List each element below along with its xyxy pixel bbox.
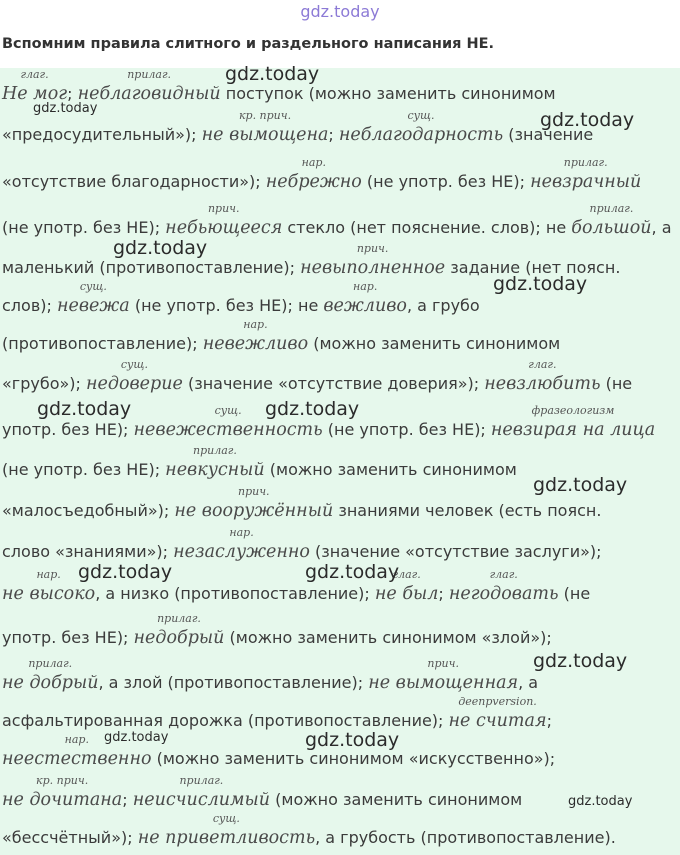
part-of-speech-label: прич. <box>427 657 459 670</box>
plain-text: (не употр. без НЕ); <box>2 460 166 479</box>
plain-text: (можно заменить синонимом «злой»); <box>224 628 552 647</box>
part-of-speech-label: глаг. <box>20 68 49 81</box>
watermark: gdz.today <box>225 63 320 85</box>
plain-text: ; <box>67 84 78 103</box>
watermark: gdz.today <box>265 398 360 420</box>
plain-text: , а злой (противопоставление); <box>98 673 369 692</box>
part-of-speech-label: нар. <box>301 156 326 169</box>
word-text: невзлюбить <box>484 374 601 394</box>
word-text: незаслуженно <box>173 542 310 562</box>
plain-text: (значение «отсутствие заслуги»); <box>309 542 602 561</box>
part-of-speech-label: сущ. <box>212 812 240 825</box>
analyzed-word <box>132 774 271 810</box>
part-of-speech-label: глаг. <box>392 568 421 581</box>
analyzed-word <box>368 657 519 693</box>
plain-text: , а <box>518 673 539 692</box>
text-line <box>2 695 678 731</box>
text-line <box>2 812 678 848</box>
part-of-speech-label: кр. прич. <box>238 109 292 122</box>
plain-text: (значение «отсутствие доверия»); <box>182 374 485 393</box>
watermark: gdz.today <box>305 561 400 583</box>
plain-text: (можно заменить синонимом <box>308 334 561 353</box>
analyzed-word <box>338 109 504 145</box>
analyzed-word <box>448 695 547 731</box>
plain-text: , а грубость (противопоставление). <box>315 828 616 847</box>
plain-text: «малосъедобный»); <box>2 501 175 520</box>
word-text: невзрачный <box>530 172 642 192</box>
plain-text: ; <box>438 584 449 603</box>
part-of-speech-label: деепрversion. <box>458 695 537 708</box>
plain-text: «отсутствие благодарности»); <box>2 172 266 191</box>
text-line <box>2 358 678 394</box>
word-text: неестественно <box>2 749 152 769</box>
plain-text: (не употр. без НЕ); <box>322 420 491 439</box>
plain-text: «бессчётный»); <box>2 828 138 847</box>
word-text: не считая <box>448 711 547 731</box>
part-of-speech-label: нар. <box>243 318 268 331</box>
word-text: не добрый <box>2 673 99 693</box>
plain-text: знаниями человек (есть поясн. <box>333 501 602 520</box>
watermark: gdz.today <box>568 794 633 809</box>
word-text: не дочитана <box>2 790 123 810</box>
analyzed-word <box>323 280 407 316</box>
part-of-speech-label: прилаг. <box>563 156 608 169</box>
word-text: не вооружённый <box>174 501 334 521</box>
part-of-speech-label: сущ. <box>79 280 107 293</box>
plain-text: (не <box>558 584 591 603</box>
part-of-speech-label: кр. прич. <box>36 774 89 787</box>
site-logo-text[interactable]: gdz.today <box>300 2 380 21</box>
plain-text: слов); <box>2 296 57 315</box>
part-of-speech-label: сущ. <box>407 109 435 122</box>
watermark: gdz.today <box>37 398 132 420</box>
plain-text: поступок (можно заменить синонимом <box>220 84 556 103</box>
plain-text: , а <box>651 218 672 237</box>
part-of-speech-label: прилаг. <box>589 202 634 215</box>
plain-text: (не употр. без НЕ); <box>361 172 531 191</box>
watermark: gdz.today <box>78 561 173 583</box>
analyzed-word <box>173 526 310 562</box>
part-of-speech-label: прич. <box>207 202 240 215</box>
part-of-speech-label: прилаг. <box>28 657 73 670</box>
text-line <box>2 612 678 648</box>
part-of-speech-label: сущ. <box>214 404 242 417</box>
analyzed-word <box>201 109 329 145</box>
analyzed-word <box>56 280 130 316</box>
plain-text: употр. без НЕ); <box>2 420 134 439</box>
part-of-speech-label: глаг. <box>489 568 518 581</box>
plain-text: (не употр. без НЕ); <box>2 218 166 237</box>
plain-text: ; <box>546 711 552 730</box>
plain-text: (значение <box>503 125 594 144</box>
watermark: gdz.today <box>305 729 400 751</box>
word-text: большой <box>571 218 652 238</box>
word-text: неблагодарность <box>338 125 504 145</box>
part-of-speech-label: прич. <box>356 242 389 255</box>
answer-panel <box>0 63 680 855</box>
word-text: невежливо <box>202 334 309 354</box>
plain-text: (не <box>600 374 633 393</box>
analyzed-word <box>265 156 362 192</box>
text-line <box>2 526 678 562</box>
analyzed-word <box>300 242 446 278</box>
watermark: gdz.today <box>104 730 169 745</box>
watermark: gdz.today <box>493 273 588 295</box>
plain-text: , а грубо <box>406 296 480 315</box>
word-text: небрежно <box>265 172 362 192</box>
watermark: gdz.today <box>540 109 635 131</box>
part-of-speech-label: прилаг. <box>179 774 224 787</box>
word-text: невежественность <box>133 420 323 440</box>
part-of-speech-label: прич. <box>238 485 270 498</box>
word-text: невежа <box>56 296 130 316</box>
plain-text: «предосудительный»); <box>2 125 202 144</box>
text-line <box>2 156 678 192</box>
plain-text: «грубо»); <box>2 374 86 393</box>
analyzed-word <box>137 812 316 848</box>
word-text: не был <box>374 584 439 604</box>
part-of-speech-label: глаг. <box>528 358 557 371</box>
page-heading: Вспомним правила слитного и раздельного написания НЕ. <box>2 36 495 52</box>
analyzed-word <box>448 568 559 604</box>
plain-text: стекло (нет пояснение. слов); не <box>282 218 572 237</box>
analyzed-word <box>530 156 642 192</box>
word-text: вежливо <box>323 296 407 316</box>
analyzed-word <box>484 358 601 394</box>
word-text: неблаговидный <box>77 84 221 104</box>
plain-text: ; <box>328 125 339 144</box>
plain-text: (можно заменить синонимом <box>270 790 523 809</box>
word-text: негодовать <box>448 584 559 604</box>
plain-text: слово «знаниями»); <box>2 542 174 561</box>
analyzed-word <box>2 774 123 810</box>
watermark: gdz.today <box>113 237 208 259</box>
plain-text: асфальтированная дорожка (противопоставление); <box>2 711 449 730</box>
analyzed-word <box>490 404 656 440</box>
analyzed-word <box>165 444 265 480</box>
plain-text: употр. без НЕ); <box>2 628 134 647</box>
watermark: gdz.today <box>533 650 628 672</box>
text-line <box>2 202 678 238</box>
watermark: gdz.today <box>33 101 98 116</box>
analyzed-word <box>202 318 309 354</box>
analyzed-word <box>77 68 221 104</box>
word-text: не вымощена <box>201 125 329 145</box>
plain-text: (можно заменить синонимом <box>264 460 517 479</box>
word-text: неисчислимый <box>132 790 271 810</box>
analyzed-word <box>2 657 99 693</box>
word-text: недобрый <box>133 628 225 648</box>
word-text: недоверие <box>85 374 183 394</box>
plain-text: , а низко (противопоставление); <box>95 584 375 603</box>
analyzed-word <box>165 202 283 238</box>
plain-text: задание (нет поясн. <box>445 258 621 277</box>
plain-text: (не употр. без НЕ); не <box>129 296 324 315</box>
word-text: небьющееся <box>165 218 283 238</box>
analyzed-word <box>374 568 439 604</box>
part-of-speech-label: нар. <box>64 733 89 746</box>
part-of-speech-label: прилаг. <box>193 444 237 457</box>
part-of-speech-label: прилаг. <box>127 68 172 81</box>
word-text: Не мог <box>2 84 68 104</box>
word-text: не приветливость <box>137 828 316 848</box>
plain-text: (противопоставление); <box>2 334 203 353</box>
part-of-speech-label: нар. <box>352 280 378 293</box>
word-text: не высоко <box>2 584 96 604</box>
analyzed-word <box>571 202 652 238</box>
text-line <box>2 318 678 354</box>
analyzed-word <box>2 568 96 604</box>
watermark: gdz.today <box>533 474 628 496</box>
analyzed-word <box>133 404 323 440</box>
analyzed-word <box>85 358 183 394</box>
word-text: невыполненное <box>300 258 446 278</box>
analyzed-word <box>174 485 334 521</box>
part-of-speech-label: сущ. <box>120 358 148 371</box>
plain-text: (можно заменить синонимом «искусственно»); <box>151 749 556 768</box>
part-of-speech-label: нар. <box>229 526 254 539</box>
word-text: невкусный <box>165 460 265 480</box>
part-of-speech-label: фразеологизм <box>531 404 615 417</box>
plain-text: маленький (противопоставление); <box>2 258 301 277</box>
word-text: не вымощенная <box>368 673 519 693</box>
part-of-speech-label: прилаг. <box>157 612 201 625</box>
part-of-speech-label: нар. <box>36 568 61 581</box>
plain-text: ; <box>122 790 133 809</box>
analyzed-word <box>133 612 225 648</box>
word-text: невзирая на лица <box>490 420 656 440</box>
